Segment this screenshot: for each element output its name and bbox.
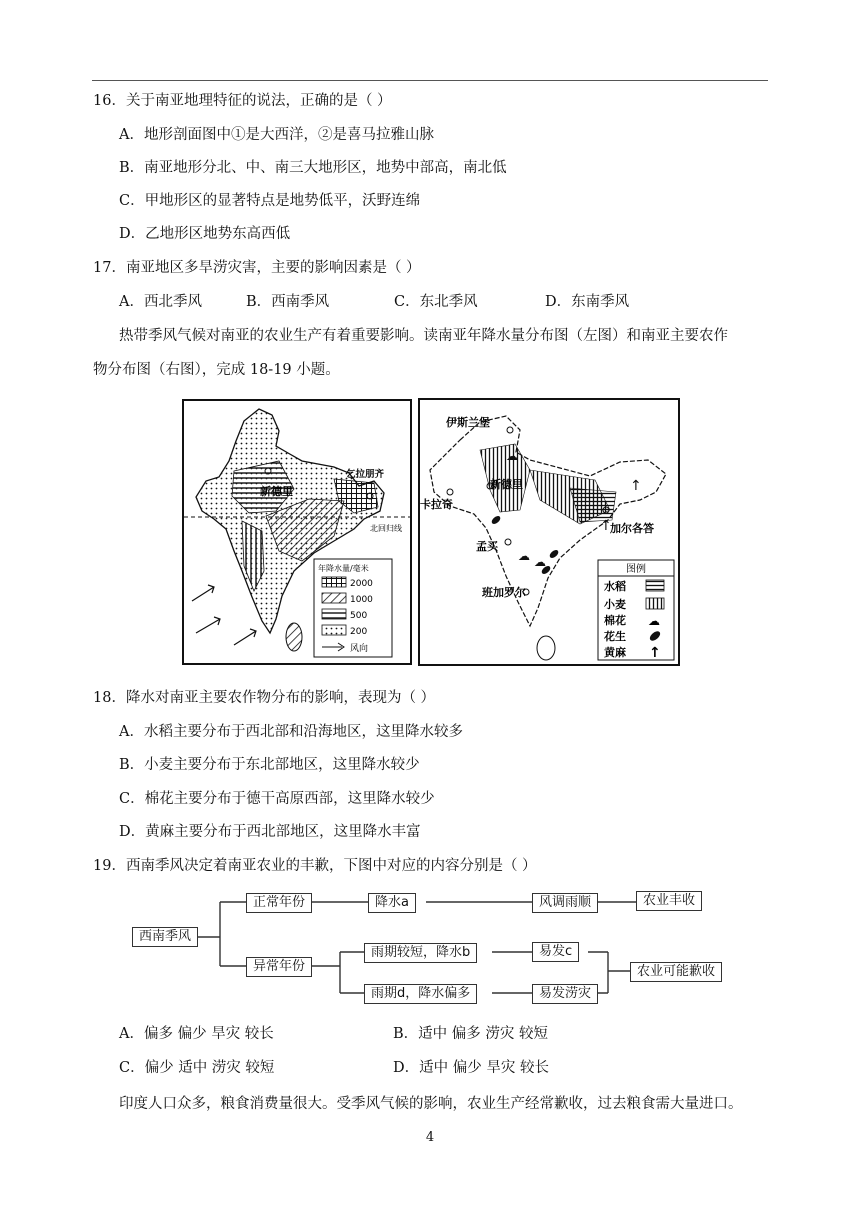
city-delhi-left: 新德里 xyxy=(260,485,293,498)
q16-option-c: C．甲地形区的显著特点是地势低平，沃野连绵 xyxy=(119,193,421,209)
q18-option-a: A．水稻主要分布于西北部和沿海地区，这里降水较多 xyxy=(119,724,463,740)
flow-normal-year: 正常年份 xyxy=(246,893,312,913)
q16-option-a: A．地形剖面图中①是大西洋，②是喜马拉雅山脉 xyxy=(119,127,434,143)
rain-legend-500: 500 xyxy=(350,611,368,621)
rainfall-map xyxy=(182,399,412,665)
q19-option-b: B．适中 偏多 涝灾 较短 xyxy=(393,1026,548,1042)
q19-option-d: D．适中 偏少 旱灾 较长 xyxy=(393,1060,549,1076)
city-mumbai: 孟买 xyxy=(476,540,498,553)
rain-legend-2000: 2000 xyxy=(350,579,373,589)
flow-rain-a: 降水a xyxy=(368,893,416,913)
city-bangalore: 班加罗尔 xyxy=(482,586,526,599)
q19-stem: 19．西南季风决定着南亚农业的丰歉，下图中对应的内容分别是（ ） xyxy=(93,858,537,874)
rain-legend-200: 200 xyxy=(350,627,368,637)
svg-text:↑: ↑ xyxy=(630,478,642,494)
flow-smooth-weather: 风调雨顺 xyxy=(532,893,598,913)
city-delhi-right: 新德里 xyxy=(490,478,523,491)
wind-arrows xyxy=(192,585,256,645)
page-number: 4 xyxy=(425,1130,435,1145)
flow-harvest: 农业丰收 xyxy=(636,891,702,911)
svg-text:☁: ☁ xyxy=(518,549,530,563)
flow-short-rain-b: 雨期较短，降水b xyxy=(364,943,477,963)
crop-legend-title: 图例 xyxy=(626,564,646,575)
q19-option-c: C．偏少 适中 涝灾 较短 xyxy=(119,1060,275,1076)
q16-stem: 16．关于南亚地理特征的说法，正确的是（ ） xyxy=(93,93,392,109)
crop-legend-peanut: 花生 xyxy=(604,630,626,643)
rain-legend-title: 年降水量/毫米 xyxy=(318,564,369,573)
svg-text:☁: ☁ xyxy=(506,449,518,463)
flow-root: 西南季风 xyxy=(132,927,198,947)
tail-paragraph: 印度人口众多，粮食消费量很大。受季风气候的影响，农业生产经常歉收，过去粮食需大量进口。 xyxy=(119,1096,743,1112)
rain-legend-1000: 1000 xyxy=(350,595,373,605)
q17-option-a: A．西北季风 xyxy=(119,294,202,310)
q18-option-d: D．黄麻主要分布于西北部地区，这里降水丰富 xyxy=(119,824,421,840)
flow-prone-c: 易发c xyxy=(532,942,579,962)
city-kolkata: 加尔各答 xyxy=(610,522,654,535)
q18-option-c: C．棉花主要分布于德干高原西部，这里降水较少 xyxy=(119,791,435,807)
flow-abnormal-year: 异常年份 xyxy=(246,957,312,977)
crop-legend-jute: 黄麻 xyxy=(604,646,626,659)
q17-option-d: D．东南季风 xyxy=(545,294,630,310)
q16-option-b: B．南亚地形分北、中、南三大地形区，地势中部高，南北低 xyxy=(119,160,507,176)
header-rule xyxy=(92,80,768,81)
crop-map xyxy=(418,398,680,666)
city-islamabad: 伊斯兰堡 xyxy=(446,416,490,429)
q17-option-c: C．东北季风 xyxy=(394,294,478,310)
flow-flood: 易发涝灾 xyxy=(532,984,598,1004)
crop-legend-rice: 水稻 xyxy=(604,580,626,593)
q17-stem: 17．南亚地区多旱涝灾害，主要的影响因素是（ ） xyxy=(93,260,421,276)
crop-legend-wheat: 小麦 xyxy=(604,598,626,611)
flow-period-d: 雨期d，降水偏多 xyxy=(364,984,477,1004)
city-karachi: 卡拉奇 xyxy=(420,498,453,511)
svg-text:☁: ☁ xyxy=(648,614,660,628)
svg-text:↑: ↑ xyxy=(649,645,661,661)
intro-line-2: 物分布图（右图），完成 18-19 小题。 xyxy=(93,362,340,378)
q19-option-a: A．偏多 偏少 旱灾 较长 xyxy=(119,1026,274,1042)
intro-line-1: 热带季风气候对南亚的农业生产有着重要影响。读南亚年降水量分布图（左图）和南亚主要农作 xyxy=(119,328,728,344)
tropic-label: 北回归线 xyxy=(370,524,402,533)
q18-option-b: B．小麦主要分布于东北部地区，这里降水较少 xyxy=(119,757,420,773)
flow-poor-harvest: 农业可能歉收 xyxy=(630,962,722,982)
q17-option-b: B．西南季风 xyxy=(246,294,330,310)
svg-text:☁: ☁ xyxy=(534,555,546,569)
q16-option-d: D．乙地形区地势东高西低 xyxy=(119,226,291,242)
city-cherrapunji: 乞拉朋齐 xyxy=(346,469,385,480)
crop-legend-cotton: 棉花 xyxy=(604,614,626,627)
svg-text:↑: ↑ xyxy=(600,518,612,534)
rain-legend-wind: 风向 xyxy=(350,644,369,654)
q18-stem: 18．降水对南亚主要农作物分布的影响，表现为（ ） xyxy=(93,690,436,706)
